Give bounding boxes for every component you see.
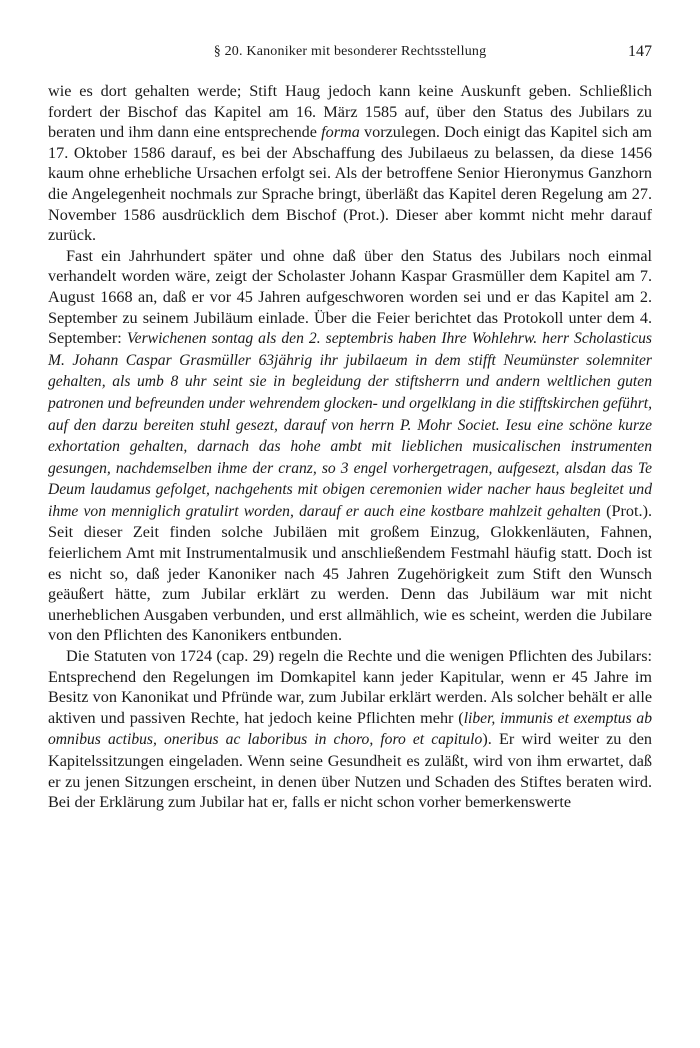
paragraph-3-text-cont: ). Er wird weiter zu den Kapitelssitzungen eingeladen. Wenn seine Gesundheit es zuläßt, wird von ihm erwartet, daß er zu jenen Sitzungen erscheint, in denen über Nutzen und Schaden des Stiftes beraten wird. Bei der Erklärung zum Jubilar hat er, falls er nicht schon vorher bemerkenswerte <box>48 730 652 812</box>
running-title: § 20. Kanoniker mit besonderer Rechtsstellung <box>213 44 487 59</box>
latin-term-forma: forma <box>321 123 360 142</box>
paragraph-3-text: Die Statuten von 1724 (cap. 29) regeln die Rechte und die wenigen Pflichten des Jubilars: Entsprechend den Regelungen im Domkapitel kann jeder Kapitular, wenn er 45 Jahre im Besitz von Kanonikat und Pfründe war, zum Jubilar erklärt werden. Als solcher behält er alle aktiven und passiven Rechte, hat jedoch keine Pflichten mehr ( <box>48 647 652 727</box>
protocol-quotation: Verwichenen sontag als den 2. septembris haben Ihre Wohlehrw. herr Scholasticus M. Johann Caspar Grasmüller 63jährig ihr jubilaeum in dem stifft Neumünster solemniter gehalten, als umb 8 uhr seint sie in begleidung der stiftsherrn und andern weltlichen guten patronen und befreunden under wehrendem glocken- und orgelklang in die stifftskirchen geführt, auf den darzu bereiten stuhl gesezt, darauf von herrn P. Mohr Societ. Iesu eine schöne kurze exhortation gehalten, darnach das hohe ambt mit lieblichen musicalischen instrumenten gesungen, nachdemselben ihme der cranz, so 3 engel vorhergetragen, aufgesezt, alsdan das Te Deum laudamus gefolget, nachgehents mit obigen ceremonien wider nacher haus begleitet und ihme von menniglich gratulirt worden, darauf er auch eine kostbare mahlzeit gehalten <box>48 330 652 520</box>
paragraph-1-text-cont: vorzulegen. Doch einigt das Kapitel sich am 17. Oktober 1586 darauf, es bei der Abschaffung des Jubilaeus zu belassen, da diese 1456 kaum ohne erhebliche Ursachen erfolgt sei. Als der betroffene Senior Hieronymus Ganzhorn die Angelegenheit nochmals zur Sprache bringt, überläßt das Kapitel deren Regelung am 27. November 1586 ausdrücklich dem Bischof (Prot.). Dieser aber kommt nicht mehr darauf zurück. <box>48 123 652 245</box>
paragraph-3 <box>48 646 652 813</box>
body-text <box>48 81 652 813</box>
paragraph-1 <box>48 81 652 246</box>
paragraph-2-text: Fast ein Jahrhundert später und ohne daß über den Status des Jubilars noch einmal verhandelt worden wäre, zeigt der Scholaster Johann Kaspar Grasmüller dem Kapitel am 7. August 1668 an, daß er vor 45 Jahren aufgeschworen worden sei und er das Kapitel am 2. September zu seinem Jubiläum einlade. Über die Feier berichtet das Protokoll unter dem 4. September: <box>48 246 652 348</box>
paragraph-2 <box>48 246 652 646</box>
paragraph-2-text-cont: (Prot.). Seit dieser Zeit finden solche Jubiläen mit großem Einzug, Glokkenläuten, Fahnen, feierlichem Amt mit Instrumentalmusik und anschließendem Festmahl häufig statt. Doch ist es nicht so, daß jeder Kanoniker nach 45 Jahren Zugehörigkeit zum Stift den Wunsch geäußert hätte, zum Jubilar erklärt zu werden. Denn das Jubiläum war mit nicht unerheblichen Ausgaben verbunden, und erst allmählich, wie es scheint, werden die Jubilare von den Pflichten des Kanonikers entbunden. <box>48 501 653 645</box>
paragraph-1-text: wie es dort gehalten werde; Stift Haug jedoch kann keine Auskunft geben. Schließlich fordert der Bischof das Kapitel am 16. März 1585 auf, über den Status des Jubilars zu beraten und ihm dann eine entsprechende <box>48 82 652 142</box>
running-head <box>48 44 652 68</box>
page-number: 147 <box>628 43 652 60</box>
statute-quotation: liber, immunis et exemptus ab omnibus actibus, oneribus ac laboribus in choro, foro et capitulo <box>48 709 652 749</box>
